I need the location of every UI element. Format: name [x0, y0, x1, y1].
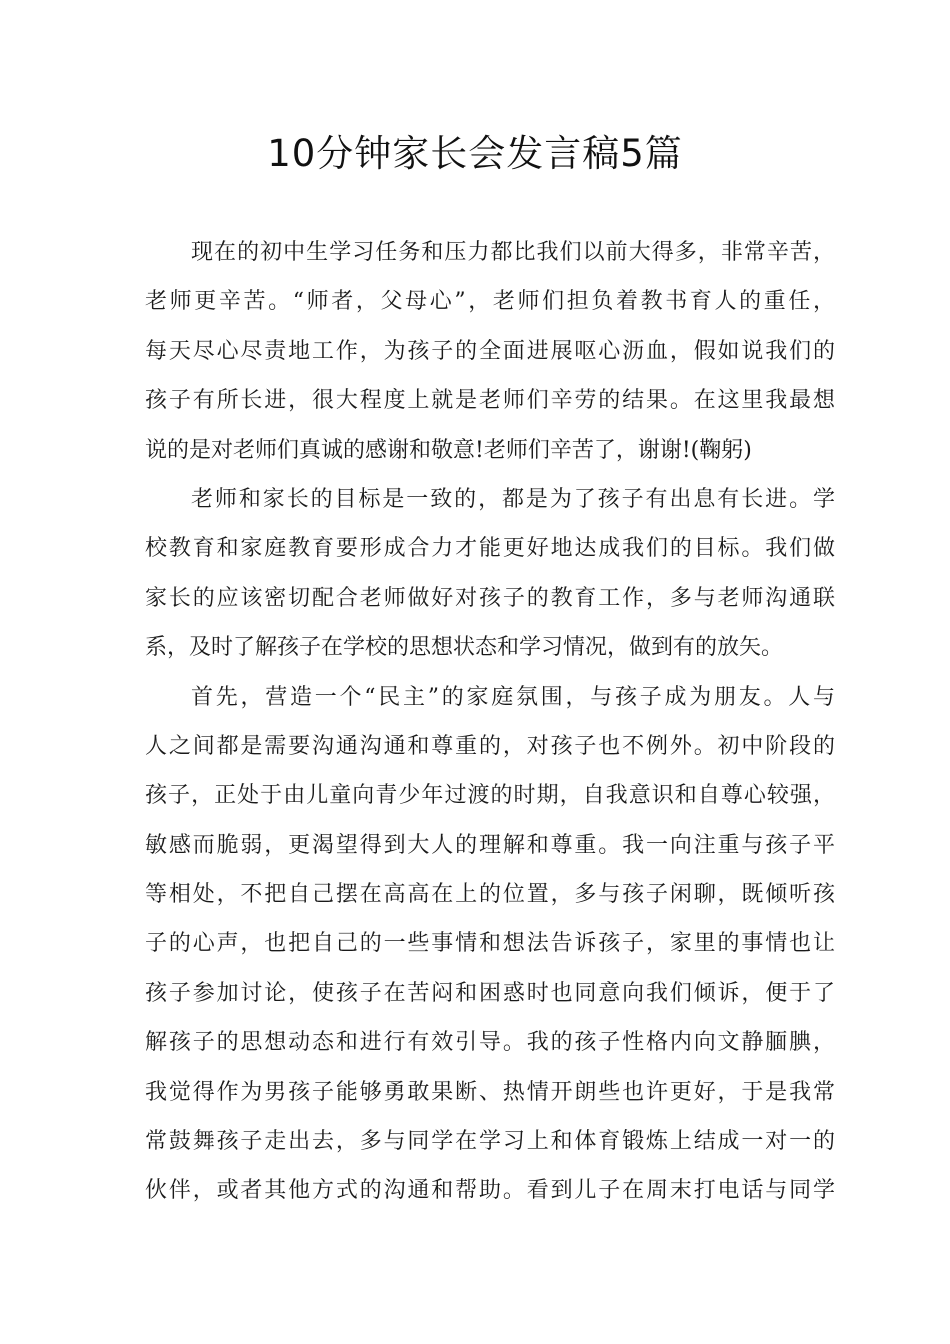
text-line: 校教育和家庭教育要形成合力才能更好地达成我们的目标。我们做: [145, 536, 835, 562]
document-body: [145, 228, 835, 1216]
text-line: 首先，营造一个“民主”的家庭氛围，与孩子成为朋友。人与: [191, 684, 835, 710]
text-line: 伙伴，或者其他方式的沟通和帮助。看到儿子在周末打电话与同学: [145, 1178, 835, 1204]
text-line: 现在的初中生学习任务和压力都比我们以前大得多，非常辛苦，: [191, 240, 835, 265]
text-line: 敏感而脆弱，更渴望得到大人的理解和尊重。我一向注重与孩子平: [145, 832, 835, 858]
text-line: 说的是对老师们真诚的感谢和敬意!老师们辛苦了，谢谢!(鞠躬): [145, 437, 752, 463]
text-line: 子的心声，也把自己的一些事情和想法告诉孩子，家里的事情也让: [145, 931, 835, 957]
text-line: 解孩子的思想动态和进行有效引导。我的孩子性格内向文静腼腆，: [145, 1030, 835, 1056]
text-line: 孩子，正处于由儿童向青少年过渡的时期，自我意识和自尊心较强，: [145, 783, 835, 809]
document-title: 10分钟家长会发言稿5篇: [267, 132, 683, 175]
text-line: 常鼓舞孩子走出去，多与同学在学习上和体育锻炼上结成一对一的: [145, 1129, 835, 1155]
text-line: 系，及时了解孩子在学校的思想状态和学习情况，做到有的放矢。: [145, 635, 784, 661]
text-line: 孩子有所长进，很大程度上就是老师们辛劳的结果。在这里我最想: [145, 388, 835, 414]
text-line: 家长的应该密切配合老师做好对孩子的教育工作，多与老师沟通联: [145, 585, 835, 611]
text-line: 孩子参加讨论，使孩子在苦闷和困惑时也同意向我们倾诉，便于了: [145, 980, 835, 1006]
text-line: 老师更辛苦。“师者，父母心”，老师们担负着教书育人的重任，: [145, 289, 835, 315]
text-line: 每天尽心尽责地工作，为孩子的全面进展呕心沥血，假如说我们的: [145, 338, 835, 364]
text-line: 人之间都是需要沟通沟通和尊重的，对孩子也不例外。初中阶段的: [145, 733, 835, 759]
text-line: 老师和家长的目标是一致的，都是为了孩子有出息有长进。学: [191, 486, 835, 512]
text-line: 等相处，不把自己摆在高高在上的位置，多与孩子闲聊，既倾听孩: [145, 882, 835, 908]
text-line: 我觉得作为男孩子能够勇敢果断、热情开朗些也许更好，于是我常: [145, 1079, 835, 1105]
